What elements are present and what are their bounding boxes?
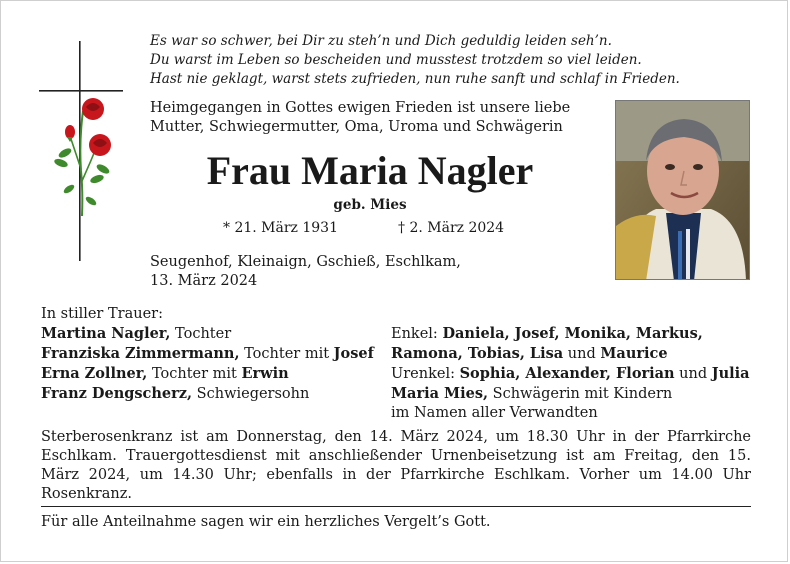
intro-line: Mutter, Schwiegermutter, Oma, Uroma und Schwägerin — [150, 119, 563, 135]
mourners-family-list — [41, 324, 386, 404]
date-line: 13. März 2024 — [150, 273, 258, 289]
list-item: Franziska Zimmermann, Tochter mit Josef — [41, 345, 374, 362]
birth-date: * 21. März 1931 — [223, 220, 338, 236]
maiden-name: geb. Mies — [333, 197, 407, 213]
list-item: Enkel: Daniela, Josef, Monika, Markus, — [391, 325, 703, 342]
memorial-poem — [150, 32, 750, 89]
poem-line: Es war so schwer, bei Dir zu steh’n und Dich geduldig leiden seh’n. — [150, 33, 612, 49]
poem-line: Du warst im Leben so bescheiden und musstest trotzdem so viel leiden. — [150, 52, 642, 68]
mourners-section — [41, 305, 753, 421]
list-item: Franz Dengscherz, Schwiegersohn — [41, 385, 310, 402]
poem-line: Hast nie geklagt, warst stets zufrieden, nun ruhe sanft und schlaf in Frieden. — [150, 71, 680, 87]
thanks-note: Für alle Anteilnahme sagen wir ein herzliches Vergelt’s Gott. — [41, 514, 491, 530]
cross-with-roses-icon — [39, 41, 123, 261]
list-item: im Namen aller Verwandten — [391, 405, 598, 421]
intro-line: Heimgegangen in Gottes ewigen Frieden ist unsere liebe — [150, 100, 571, 116]
place-line: Seugenhof, Kleinaign, Gschieß, Eschlkam, — [150, 254, 461, 270]
deceased-name: Frau Maria Nagler — [206, 148, 534, 193]
list-item: Martina Nagler, Tochter — [41, 325, 232, 342]
place-and-date — [150, 253, 590, 291]
list-item: Urenkel: Sophia, Alexander, Florian und Julia — [391, 365, 750, 382]
portrait-photo — [615, 100, 750, 280]
list-item: Maria Mies, Schwägerin mit Kindern — [391, 385, 673, 402]
service-details: Sterberosenkranz ist am Donnerstag, den 14. März 2024, um 18.30 Uhr in der Pfarrkirche Eschlkam. Trauergottesdienst mit anschließender Urnenbeisetzung ist am Freitag, den 15. März 2024, um 14.30 Uhr; ebenfalls in der Pfarrkirche Eschlkam. Vorher um 14.00 Uhr Rosenkranz. — [41, 429, 751, 502]
mourners-heading: In stiller Trauer: — [41, 306, 163, 322]
death-date: † 2. März 2024 — [398, 220, 505, 236]
list-item: Erna Zollner, Tochter mit Erwin — [41, 365, 289, 382]
intro-text — [150, 99, 610, 137]
mourners-grandchildren-list — [391, 324, 753, 423]
list-item: Ramona, Tobias, Lisa und Maurice — [391, 345, 668, 362]
divider — [41, 506, 751, 507]
